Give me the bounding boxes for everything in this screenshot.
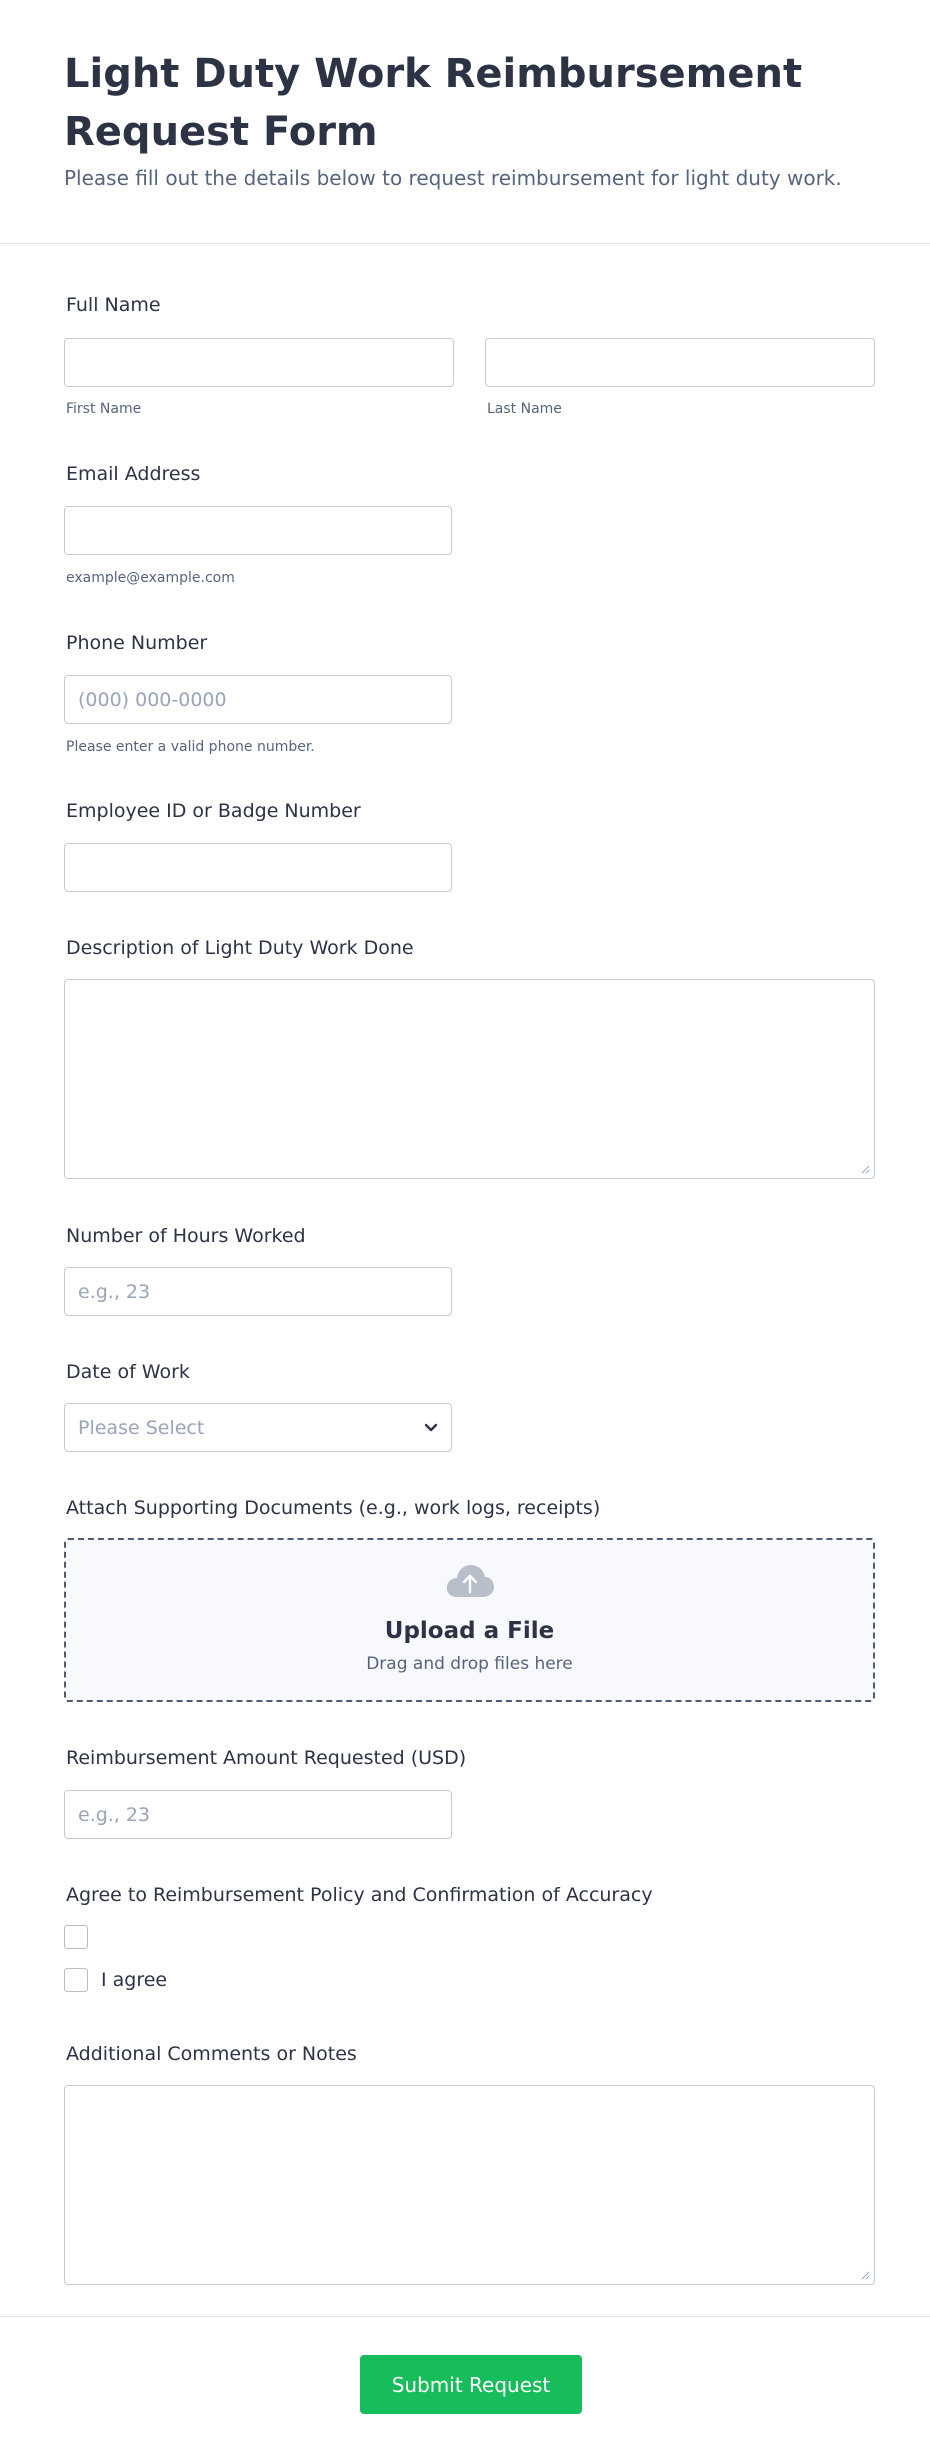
hours-input[interactable]	[64, 1267, 452, 1316]
amount-label: Reimbursement Amount Requested (USD)	[66, 1747, 467, 1769]
cloud-upload-icon	[445, 1564, 495, 1598]
form-header	[0, 0, 930, 244]
description-label: Description of Light Duty Work Done	[66, 937, 414, 959]
upload-hint: Drag and drop files here	[366, 1654, 573, 1674]
agreement-checkbox-1[interactable]	[64, 1925, 88, 1949]
email-sublabel: example@example.com	[66, 570, 235, 586]
first-name-input[interactable]	[64, 338, 454, 387]
phone-input[interactable]	[64, 675, 452, 724]
page-title: Light Duty Work Reimbursement Request Form	[64, 51, 803, 155]
agree-checkbox[interactable]	[64, 1968, 88, 1992]
first-name-sublabel: First Name	[66, 401, 142, 417]
date-select-value: Please Select	[78, 1416, 205, 1439]
date-label: Date of Work	[66, 1361, 190, 1383]
file-upload-dropzone[interactable]	[64, 1538, 875, 1702]
agree-checkbox-label[interactable]: I agree	[101, 1969, 168, 1991]
resize-grip-icon[interactable]	[860, 1164, 870, 1174]
full-name-label: Full Name	[66, 294, 161, 316]
last-name-sublabel: Last Name	[487, 401, 562, 417]
hours-label: Number of Hours Worked	[66, 1225, 306, 1247]
email-label: Email Address	[66, 463, 201, 485]
comments-label: Additional Comments or Notes	[66, 2043, 357, 2065]
chevron-down-icon	[424, 1423, 438, 1433]
amount-input[interactable]	[64, 1790, 452, 1839]
date-select[interactable]	[64, 1403, 452, 1452]
last-name-input[interactable]	[485, 338, 875, 387]
resize-grip-icon[interactable]	[860, 2270, 870, 2280]
email-input[interactable]	[64, 506, 452, 555]
employee-id-input[interactable]	[64, 843, 452, 892]
submit-button[interactable]: Submit Request	[360, 2355, 582, 2414]
phone-sublabel: Please enter a valid phone number.	[66, 739, 315, 755]
description-textarea[interactable]	[64, 979, 875, 1179]
phone-label: Phone Number	[66, 632, 208, 654]
page-subtitle: Please fill out the details below to request reimbursement for light duty work.	[64, 166, 842, 190]
attachments-label: Attach Supporting Documents (e.g., work logs, receipts)	[66, 1497, 601, 1519]
comments-textarea[interactable]	[64, 2085, 875, 2285]
agreement-label: Agree to Reimbursement Policy and Confirmation of Accuracy	[66, 1884, 653, 1906]
upload-title: Upload a File	[384, 1618, 555, 1644]
footer-divider	[0, 2316, 930, 2317]
employee-id-label: Employee ID or Badge Number	[66, 800, 361, 822]
